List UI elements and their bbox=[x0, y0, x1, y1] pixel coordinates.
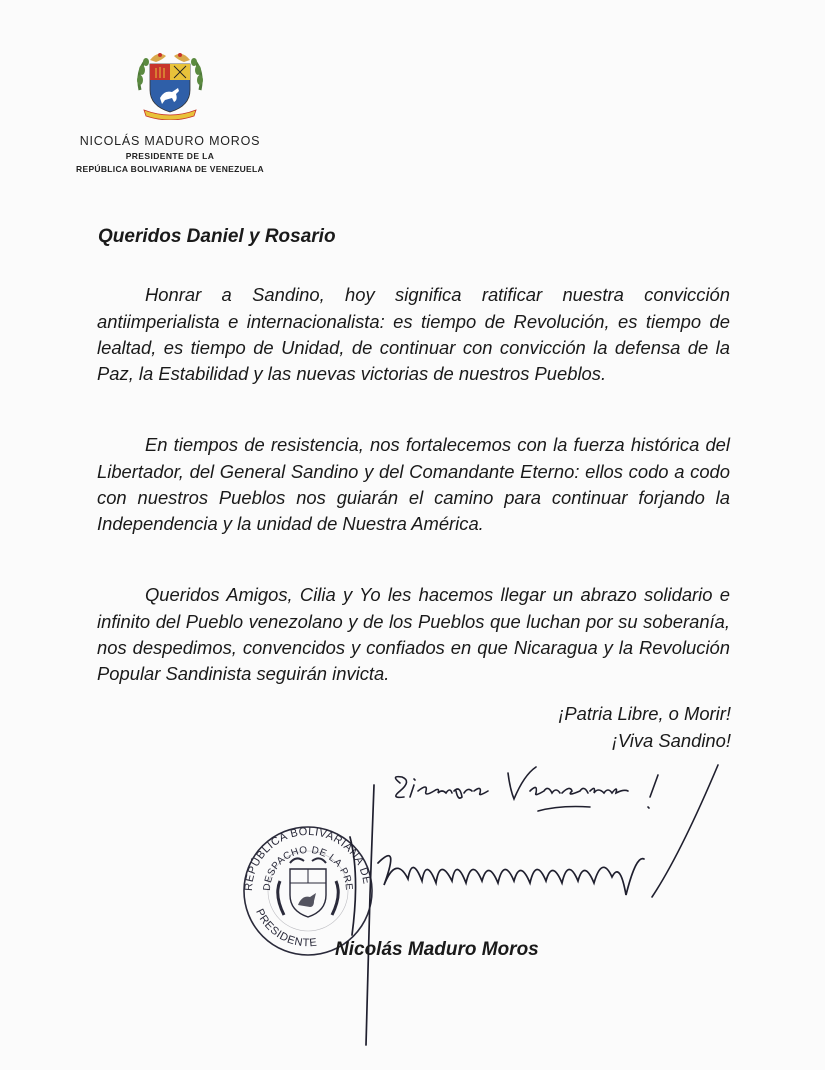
closing-line-1: ¡Patria Libre, o Morir! bbox=[558, 703, 731, 724]
seal-bottom-text: PRESIDENTE bbox=[253, 907, 319, 950]
salutation: Queridos Daniel y Rosario bbox=[98, 226, 336, 247]
letterhead-country: REPÚBLICA BOLIVARIANA DE VENEZUELA bbox=[76, 164, 264, 174]
signer-name: Nicolás Maduro Moros bbox=[335, 939, 539, 960]
letterhead-title: PRESIDENTE DE LA bbox=[125, 151, 215, 161]
signature-scribble-icon bbox=[350, 785, 644, 1045]
paragraph-2: En tiempos de resistencia, nos fortalecemos con la fuerza histórica del Libertador, del General Sandino y del Comandante Eterno: ellos codo a codo con nuestros Pueblos nos guiarán el camino para continuar forjando la Independencia y la unidad de Nuestra América. bbox=[97, 434, 730, 534]
coat-of-arms-icon bbox=[132, 50, 208, 120]
signature-area bbox=[240, 745, 800, 1065]
seal-and-signature-graphic bbox=[240, 745, 800, 1065]
handwritten-slogan-icon bbox=[395, 765, 718, 897]
paragraph-1: Honrar a Sandino, hoy significa ratificar nuestra convicción antiimperialista e internacionalista: es tiempo de Revolución, es tiempo de lealtad, es tiempo de Unidad, de continuar con convicción la defensa de la Paz, la Estabilidad y las nuevas victorias de nuestros Pueblos. bbox=[97, 284, 730, 384]
letterhead bbox=[60, 134, 280, 174]
seal-inner-text: DESPACHO DE LA PRE bbox=[261, 844, 355, 892]
letterhead-name: NICOLÁS MADURO MOROS bbox=[79, 134, 261, 148]
paragraph-3: Queridos Amigos, Cilia y Yo les hacemos llegar un abrazo solidario e infinito del Pueblo venezolano y de los Pueblos que luchan por su soberanía, nos despedimos, convencidos y confiados en que Nicaragua y la Revolución Popular Sandinista seguirán invicta. bbox=[97, 584, 730, 684]
closing-line-2: ¡Viva Sandino! bbox=[611, 730, 731, 751]
svg-text:PRESIDENTE bbox=[253, 907, 318, 949]
seal-outer-text: REPÚBLICA BOLIVARIANA DE bbox=[242, 825, 373, 892]
